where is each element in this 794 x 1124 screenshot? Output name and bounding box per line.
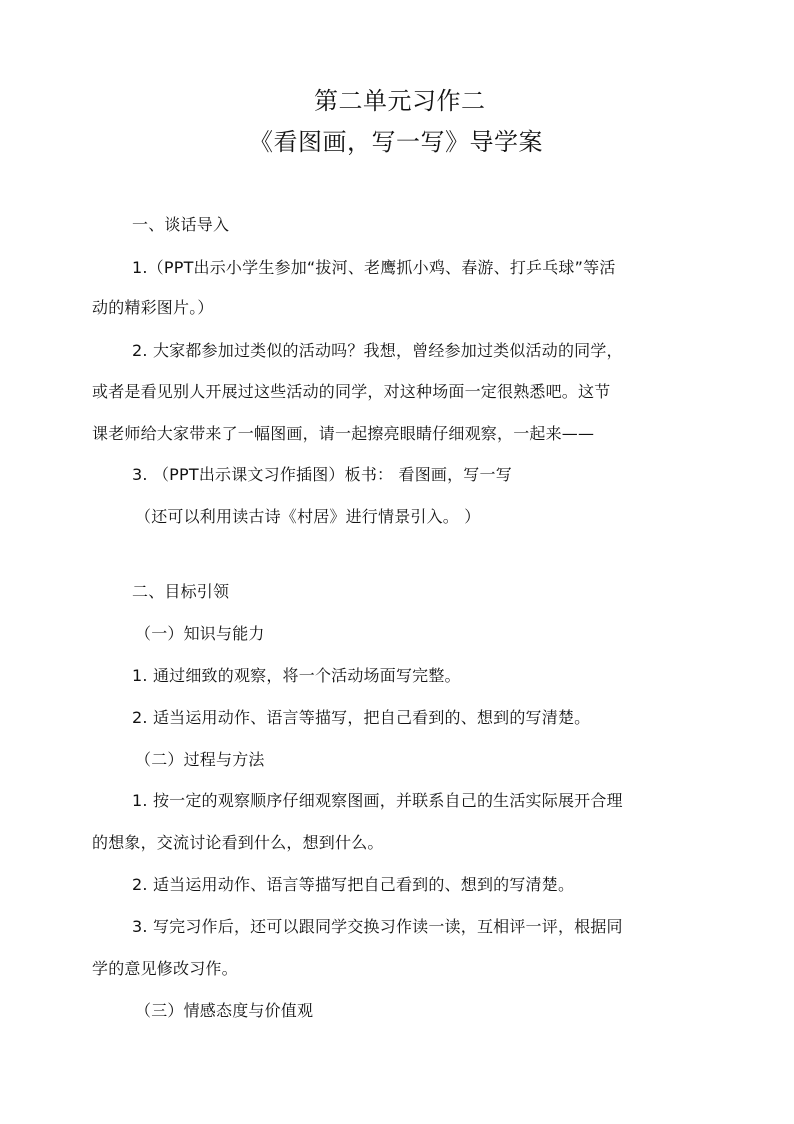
document-title-line2: 《看图画，写一写》导学案 bbox=[249, 128, 543, 156]
paragraph-line: 动的精彩图片。） bbox=[92, 298, 214, 317]
subsection-heading: （一）知识与能力 bbox=[135, 624, 265, 643]
paragraph-line: 1.（PPT出示小学生参加“拔河、老鹰抓小鸡、春游、打乒乓球”等活 bbox=[132, 258, 616, 277]
document-title-line1: 第二单元习作二 bbox=[314, 87, 486, 115]
paragraph-line: 2. 大家都参加过类似的活动吗？我想，曾经参加过类似活动的同学， bbox=[132, 341, 623, 360]
list-item: 3. 写完习作后，还可以跟同学交换习作读一读，互相评一评，根据同 bbox=[132, 917, 623, 936]
subsection-heading: （三）情感态度与价值观 bbox=[135, 1001, 314, 1020]
paragraph-line: 3. （PPT出示课文习作插图）板书： 看图画，写一写 bbox=[132, 465, 512, 484]
list-item: 学的意见修改习作。 bbox=[92, 959, 238, 978]
list-item: 2. 适当运用动作、语言等描写把自己看到的、想到的写清楚。 bbox=[132, 875, 575, 894]
list-item: 2. 适当运用动作、语言等描写，把自己看到的、想到的写清楚。 bbox=[132, 708, 591, 727]
list-item: 1. 按一定的观察顺序仔细观察图画，并联系自己的生活实际展开合理 bbox=[132, 791, 623, 810]
paragraph-line: （还可以利用读古诗《村居》进行情景引入。 ） bbox=[135, 507, 481, 526]
paragraph-line: 课老师给大家带来了一幅图画，请一起擦亮眼睛仔细观察，一起来—— bbox=[92, 424, 595, 443]
section-heading-intro: 一、谈话导入 bbox=[132, 215, 230, 234]
section-heading-goals: 二、目标引领 bbox=[132, 582, 230, 601]
subsection-heading: （二）过程与方法 bbox=[135, 750, 265, 769]
list-item: 的想象，交流讨论看到什么，想到什么。 bbox=[92, 833, 384, 852]
list-item: 1. 通过细致的观察，将一个活动场面写完整。 bbox=[132, 666, 461, 685]
paragraph-line: 或者是看见别人开展过这些活动的同学，对这种场面一定很熟悉吧。这节 bbox=[92, 382, 611, 401]
